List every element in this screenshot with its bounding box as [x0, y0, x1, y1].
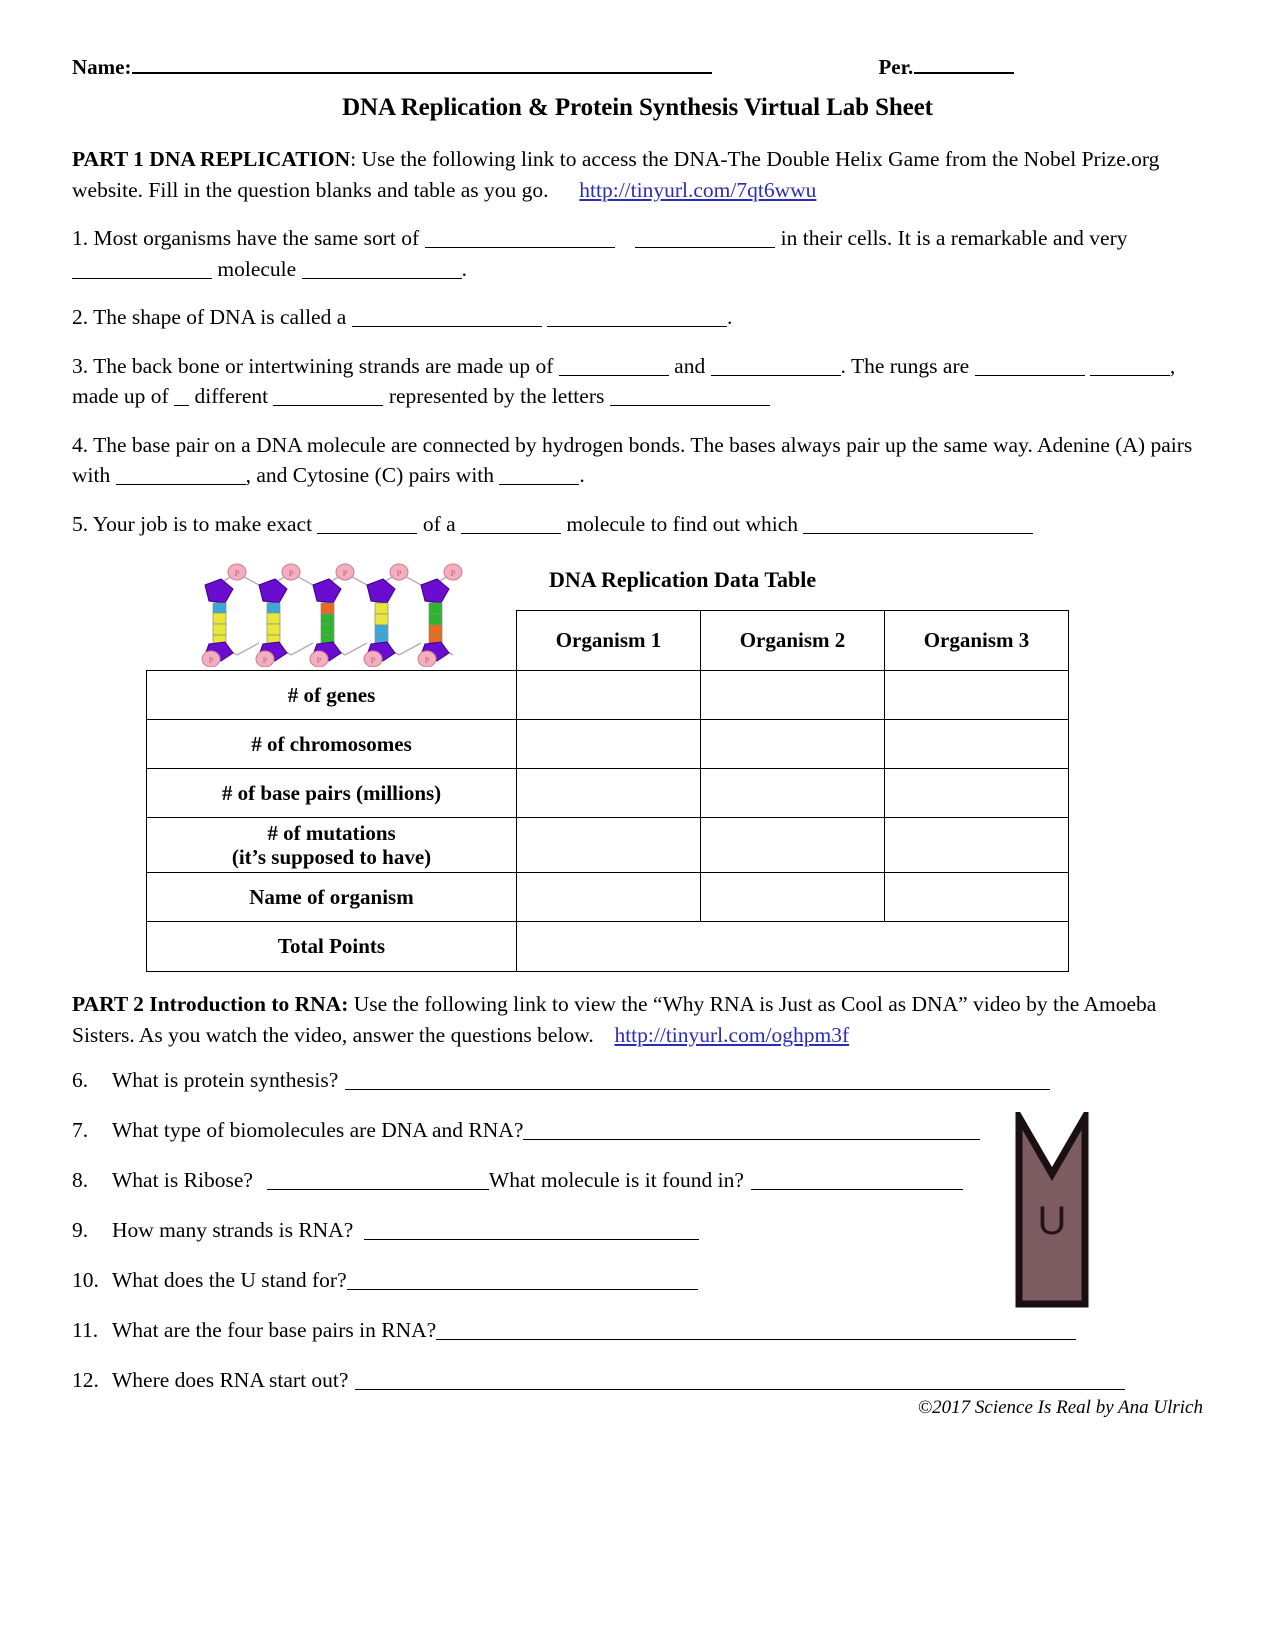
question-8-blank-1[interactable]	[267, 1174, 489, 1190]
question-9-blank[interactable]	[364, 1224, 699, 1240]
cell-mutations-org3[interactable]	[885, 818, 1069, 873]
question-5-text-c: molecule to find out which	[566, 511, 799, 536]
svg-text:P: P	[208, 656, 214, 666]
data-table-region	[72, 555, 1203, 975]
name-blank[interactable]	[132, 55, 712, 74]
svg-text:P: P	[316, 656, 322, 666]
question-5-blank-1[interactable]	[317, 517, 417, 534]
uracil-nucleotide-icon	[1014, 1112, 1090, 1312]
question-1-text-a: 1. Most organisms have the same sort of	[72, 226, 420, 251]
row-label-mutations-line2: (it’s supposed to have)	[231, 845, 432, 870]
question-8-text-2: What molecule is it found in?	[488, 1168, 744, 1193]
question-3-text-b: and	[674, 353, 706, 378]
cell-base-pairs-org2[interactable]	[701, 769, 885, 818]
question-4-text-c: .	[579, 463, 585, 488]
row-label-chromosomes: # of chromosomes	[147, 720, 517, 769]
svg-text:P: P	[424, 656, 430, 666]
question-9-text: How many strands is RNA?	[112, 1218, 354, 1243]
question-5-blank-2[interactable]	[461, 517, 561, 534]
copyright-footer: ©2017 Science Is Real by Ana Ulrich	[917, 1397, 1203, 1418]
part1-intro-text: : Use the following link to access the DNA-The Double Helix Game from the Nobel Prize.org website. Fill in the question blanks and table as you go.	[72, 147, 1160, 202]
question-7-text: What type of biomolecules are DNA and RNA?	[112, 1118, 524, 1143]
question-4	[72, 430, 1203, 491]
question-3	[72, 351, 1203, 412]
question-6-blank[interactable]	[345, 1074, 1050, 1090]
table-corner-cell	[147, 611, 517, 671]
uracil-letter: U	[1037, 1199, 1067, 1243]
question-3-text-f: represented by the letters	[388, 384, 605, 409]
part2-link[interactable]: http://tinyurl.com/oghpm3f	[614, 1022, 850, 1047]
question-11-text: What are the four base pairs in RNA?	[112, 1318, 437, 1343]
cell-mutations-org2[interactable]	[701, 818, 885, 873]
question-6-text: What is protein synthesis?	[112, 1068, 339, 1093]
question-3-blank-7[interactable]	[610, 389, 770, 406]
row-label-genes: # of genes	[147, 671, 517, 720]
svg-text:P: P	[288, 569, 294, 579]
question-1-blank-4[interactable]	[302, 262, 462, 279]
cell-name-org1[interactable]	[517, 873, 701, 922]
period-blank[interactable]	[914, 55, 1014, 74]
part1-link[interactable]: http://tinyurl.com/7qt6wwu	[579, 177, 817, 202]
sugar-group-top	[205, 579, 449, 603]
question-11-blank[interactable]	[436, 1324, 1076, 1340]
period-label: Per.	[878, 55, 914, 79]
svg-text:P: P	[450, 569, 456, 579]
question-4-blank-2[interactable]	[499, 468, 579, 485]
question-1-blank-2[interactable]	[635, 231, 775, 248]
part2-intro-text: Use the following link to view the “Why RNA is Just as Cool as DNA” video by the Amoeba Sisters. As you watch the video, answer the questions below.	[72, 992, 1157, 1047]
question-5-text-a: 5. Your job is to make exact	[72, 511, 313, 536]
row-label-mutations	[147, 818, 517, 873]
question-1-text-d: .	[461, 256, 467, 281]
page-title: DNA Replication & Protein Synthesis Virtual Lab Sheet	[342, 94, 933, 121]
part1-heading: PART 1 DNA REPLICATION	[72, 147, 351, 171]
question-3-blank-5[interactable]	[174, 389, 189, 406]
svg-text:P: P	[342, 569, 348, 579]
question-9-number: 9.	[72, 1218, 89, 1243]
table-row	[147, 769, 1069, 818]
question-7-number: 7.	[72, 1118, 89, 1143]
cell-genes-org3[interactable]	[885, 671, 1069, 720]
question-11-number: 11.	[72, 1318, 99, 1343]
question-12-text: Where does RNA start out?	[112, 1368, 349, 1393]
question-4-blank-1[interactable]	[116, 468, 246, 485]
cell-base-pairs-org3[interactable]	[885, 769, 1069, 818]
question-3-blank-4[interactable]	[1090, 359, 1170, 376]
table-row	[147, 720, 1069, 769]
question-3-blank-6[interactable]	[273, 389, 383, 406]
question-10-text: What does the U stand for?	[112, 1268, 347, 1293]
question-3-text-c: . The rungs are	[840, 353, 970, 378]
table-row	[147, 873, 1069, 922]
cell-chromosomes-org3[interactable]	[885, 720, 1069, 769]
question-3-text-d: , made up of	[72, 353, 1176, 409]
table-row	[147, 671, 1069, 720]
question-1-text-b: in their cells. It is a remarkable and very	[780, 226, 1128, 251]
cell-total-points[interactable]	[517, 922, 1069, 972]
cell-genes-org2[interactable]	[701, 671, 885, 720]
question-1	[72, 223, 1203, 284]
name-label: Name:	[72, 55, 132, 79]
cell-base-pairs-org1[interactable]	[517, 769, 701, 818]
table-header-row	[147, 611, 1069, 671]
question-10-number: 10.	[72, 1268, 99, 1293]
question-3-text-a: 3. The back bone or intertwining strands are made up of	[72, 353, 554, 378]
table-row	[147, 818, 1069, 873]
question-5-text-b: of a	[422, 511, 456, 536]
question-8-text: What is Ribose?	[112, 1168, 253, 1193]
dna-replication-data-table	[146, 610, 1069, 972]
cell-genes-org1[interactable]	[517, 671, 701, 720]
question-1-blank-1[interactable]	[425, 231, 615, 248]
svg-text:P: P	[234, 569, 240, 579]
cell-mutations-org1[interactable]	[517, 818, 701, 873]
svg-text:P: P	[262, 656, 268, 666]
part2-heading: PART 2 Introduction to RNA:	[72, 992, 349, 1017]
cell-chromosomes-org2[interactable]	[701, 720, 885, 769]
question-10-blank[interactable]	[347, 1274, 698, 1290]
question-2	[72, 302, 1203, 333]
data-table-title: DNA Replication Data Table	[549, 567, 817, 593]
svg-text:P: P	[370, 656, 376, 666]
question-4-text-b: , and Cytosine (C) pairs with	[245, 463, 495, 488]
question-12	[72, 1368, 1203, 1393]
question-8-number: 8.	[72, 1168, 89, 1193]
phosphate-group-top	[228, 564, 462, 580]
question-5	[72, 509, 1203, 540]
question-6	[72, 1068, 1203, 1093]
row-label-base-pairs: # of base pairs (millions)	[147, 769, 517, 818]
question-3-blank-1[interactable]	[559, 359, 669, 376]
question-5-blank-3[interactable]	[803, 517, 1033, 534]
question-2-blank-2[interactable]	[547, 310, 727, 327]
row-label-total-points: Total Points	[147, 922, 517, 972]
svg-text:P: P	[396, 569, 402, 579]
table-row	[147, 922, 1069, 972]
part2-intro	[72, 989, 1203, 1050]
question-12-blank[interactable]	[355, 1374, 1125, 1390]
question-2-text-a: 2. The shape of DNA is called a	[72, 305, 347, 330]
question-7-blank[interactable]	[523, 1124, 980, 1140]
question-2-blank-1[interactable]	[352, 310, 542, 327]
column-header-organism-2: Organism 2	[701, 611, 885, 671]
column-header-organism-3: Organism 3	[885, 611, 1069, 671]
row-label-name-of-organism: Name of organism	[147, 873, 517, 922]
question-3-text-e: different	[194, 384, 269, 409]
question-1-text-c: molecule	[217, 256, 297, 281]
cell-name-org3[interactable]	[885, 873, 1069, 922]
question-12-number: 12.	[72, 1368, 99, 1393]
question-2-text-b: .	[727, 305, 733, 330]
student-header-row	[72, 55, 1203, 80]
column-header-organism-1: Organism 1	[517, 611, 701, 671]
question-11	[72, 1318, 1203, 1343]
row-label-mutations-line1: # of mutations	[267, 821, 396, 846]
question-3-blank-2[interactable]	[711, 359, 841, 376]
cell-name-org2[interactable]	[701, 873, 885, 922]
cell-chromosomes-org1[interactable]	[517, 720, 701, 769]
part1-intro	[72, 144, 1203, 205]
question-4-text-a: 4. The base pair on a DNA molecule are connected by hydrogen bonds. The bases always pair up the same way. Adenine (A) pairs with	[72, 432, 1193, 488]
question-6-number: 6.	[72, 1068, 89, 1093]
question-1-blank-3[interactable]	[72, 262, 212, 279]
question-3-blank-3[interactable]	[975, 359, 1085, 376]
question-8-blank-2[interactable]	[751, 1174, 963, 1190]
